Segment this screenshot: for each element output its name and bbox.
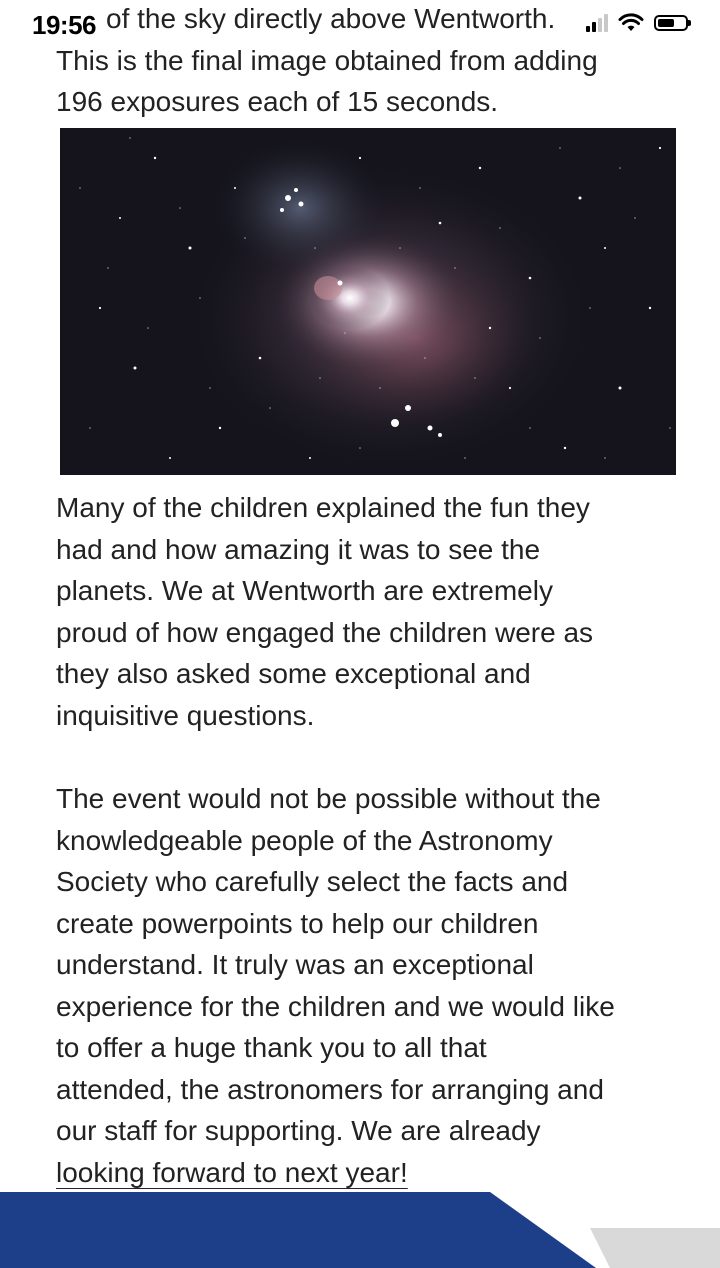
paragraph-line: they also asked some exceptional and bbox=[56, 658, 531, 689]
paragraph-line: to offer a huge thank you to all that bbox=[56, 1032, 487, 1063]
intro-line: 196 exposures each of 15 seconds. bbox=[56, 86, 499, 117]
status-icons bbox=[586, 10, 688, 36]
paragraph-line: looking forward to next year! bbox=[56, 1156, 408, 1188]
paragraph-line: Society who carefully select the facts and bbox=[56, 866, 569, 897]
paragraph-line: proud of how engaged the children were as bbox=[56, 616, 594, 648]
paragraph-line: attended, the astronomers for arranging and bbox=[56, 1073, 604, 1105]
status-bar bbox=[0, 0, 720, 40]
intro-line: This is the final image obtained from adding bbox=[56, 44, 598, 76]
intro-line: of the sky directly above Wentworth. bbox=[106, 3, 556, 34]
cellular-signal-icon bbox=[586, 14, 608, 32]
paragraph-line: had and how amazing it was to see the bbox=[56, 533, 541, 565]
paragraph-line: inquisitive questions. bbox=[56, 699, 315, 731]
paragraph-line: our staff for supporting. We are already bbox=[56, 1115, 541, 1146]
status-time: 19:56 bbox=[32, 10, 96, 40]
paragraph-line: create powerpoints to help our children bbox=[56, 907, 539, 939]
orion-nebula-image bbox=[60, 128, 676, 475]
paragraph-line: Many of the children explained the fun they bbox=[56, 492, 590, 523]
paragraph-thanks bbox=[56, 778, 686, 1193]
paragraph-children-feedback bbox=[56, 487, 676, 736]
wifi-icon bbox=[618, 13, 644, 33]
paragraph-line: planets. We at Wentworth are extremely bbox=[56, 575, 553, 606]
paragraph-line: The event would not be possible without the bbox=[56, 783, 601, 814]
footer-banner bbox=[0, 1192, 720, 1268]
battery-icon bbox=[654, 15, 688, 31]
paragraph-line: knowledgeable people of the Astronomy bbox=[56, 824, 553, 856]
nebula-photo bbox=[60, 128, 676, 475]
paragraph-line: experience for the children and we would like bbox=[56, 990, 615, 1022]
footer-grey-shape bbox=[590, 1228, 720, 1268]
footer-shape bbox=[0, 1192, 720, 1268]
paragraph-line: understand. It truly was an exceptional bbox=[56, 949, 534, 980]
